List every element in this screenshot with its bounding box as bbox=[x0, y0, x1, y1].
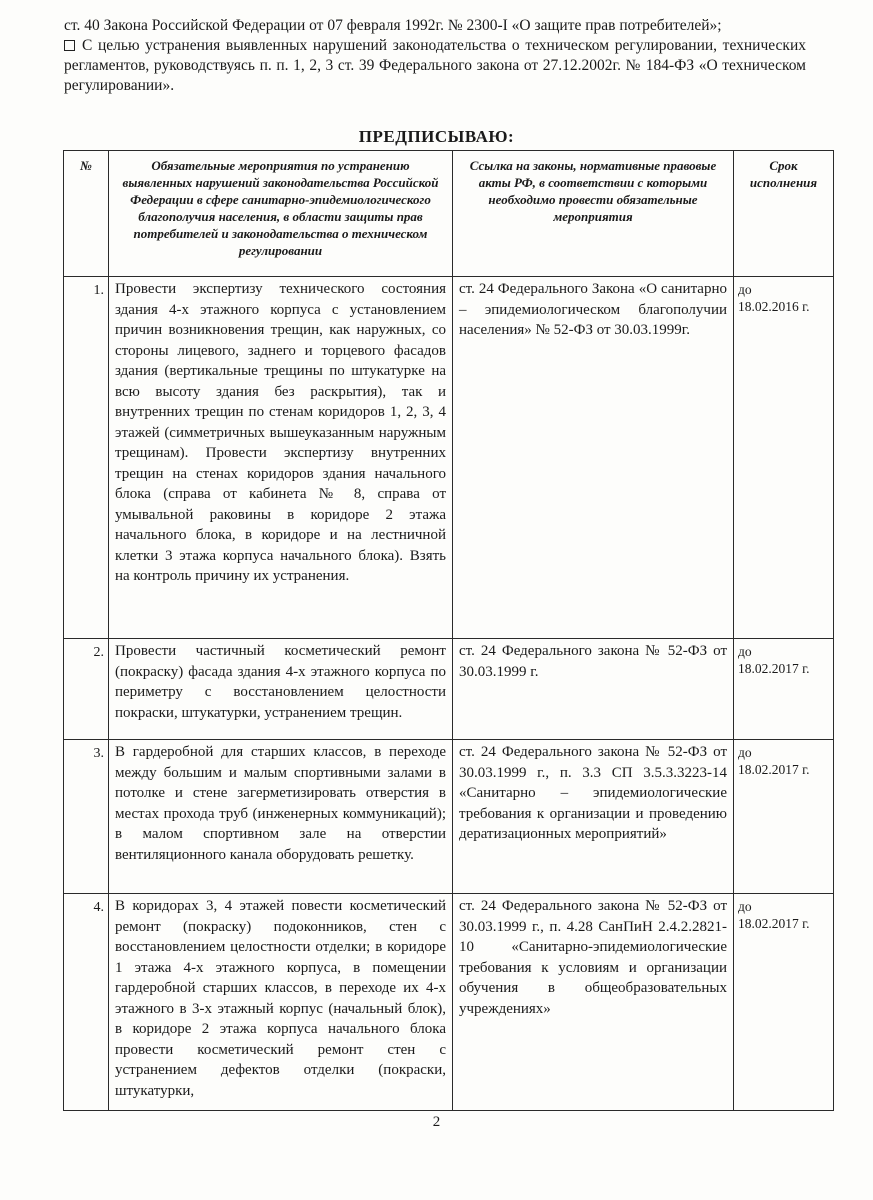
row-term bbox=[734, 639, 834, 740]
intro-paragraph-2-text: С целью устранения выявленных нарушений законодательства о техническом регулировании, технических регламентов, руководствуясь п. п. 1, 2, 3 ст. 39 Федерального закона от 27.12.2002г. № 184-ФЗ «О техническом регулировании». bbox=[64, 37, 806, 94]
row-term-prefix: до bbox=[738, 644, 752, 659]
row-law: ст. 24 Федерального Закона «О санитарно – эпидемиологическом благополучии населения» № 52-ФЗ от 30.03.1999г. bbox=[453, 277, 734, 639]
measures-table bbox=[63, 150, 834, 1111]
intro-paragraph-2 bbox=[64, 36, 806, 96]
row-term-date: 18.02.2017 г. bbox=[738, 762, 810, 777]
intro-text bbox=[64, 16, 806, 96]
row-term-date: 18.02.2016 г. bbox=[738, 299, 810, 314]
row-measure: Провести экспертизу технического состояния здания 4-х этажного корпуса с установлением причин возникновения трещин, как наружных, со стороны лицевого, заднего и торцевого фасадов здания (вертикальные трещины по штукатурке на всю высоту здания без раскрытия), так и внутренних трещин по стенам коридоров 1, 2, 3, 4 этажей (симметричных вышеуказанным наружным трещинам). Провести экспертизу внутренних трещин на стенах коридоров здания начального блока (справа от кабинета № 8, справа от умывальной раковины в коридоре 2 этажа начального блока, в коридоре и на лестничной клетки 3 этажа корпуса начального блока). Взять на контроль причину их устранения. bbox=[109, 277, 453, 639]
row-term-prefix: до bbox=[738, 282, 752, 297]
row-law: ст. 24 Федерального закона № 52-ФЗ от 30.03.1999 г., п. 3.3 СП 3.5.3.3223-14 «Санитарно – эпидемиологические требования к организации и проведению дератизационных мероприятий» bbox=[453, 740, 734, 894]
row-term-prefix: до bbox=[738, 899, 752, 914]
table-row bbox=[64, 894, 834, 1111]
row-measure: В гардеробной для старших классов, в переходе между большим и малым спортивными залами в потолке и стене загерметизировать отверстия в местах прохода труб (инженерных коммуникаций); в малом спортивном зале на отверстии вентиляционного канала оборудовать решетку. bbox=[109, 740, 453, 894]
row-term bbox=[734, 277, 834, 639]
table-row bbox=[64, 740, 834, 894]
header-num: № bbox=[64, 151, 109, 277]
row-law: ст. 24 Федерального закона № 52-ФЗ от 30.03.1999 г. bbox=[453, 639, 734, 740]
table-row bbox=[64, 639, 834, 740]
header-law: Ссылка на законы, нормативные правовые акты РФ, в соответствии с которыми необходимо провести обязательные мероприятия bbox=[453, 151, 734, 277]
table-row bbox=[64, 277, 834, 639]
row-number: 1. bbox=[64, 277, 109, 639]
header-measure: Обязательные мероприятия по устранению выявленных нарушений законодательства Российской Федерации в сфере санитарно-эпидемиологического благополучия населения, в области защиты прав потребителей и законодательства о техническом регулировании bbox=[109, 151, 453, 277]
header-term: Срок исполнения bbox=[734, 151, 834, 277]
intro-paragraph-1: ст. 40 Закона Российской Федерации от 07 февраля 1992г. № 2300-I «О защите прав потребителей»; bbox=[64, 17, 722, 34]
page-number: 2 bbox=[432, 1114, 441, 1130]
row-law: ст. 24 Федерального закона № 52-ФЗ от 30.03.1999 г., п. 4.28 СанПиН 2.4.2.2821-10 «Санитарно-эпидемиологические требования к условиям и организации обучения в общеобразовательных учреждениях» bbox=[453, 894, 734, 1111]
row-term-date: 18.02.2017 г. bbox=[738, 916, 810, 931]
row-number: 3. bbox=[64, 740, 109, 894]
page-heading: ПРЕДПИСЫВАЮ: bbox=[358, 127, 515, 146]
row-number: 4. bbox=[64, 894, 109, 1111]
row-measure: Провести частичный косметический ремонт (покраску) фасада здания 4-х этажного корпуса по периметру с восстановлением целостности покраски, штукатурки, устранением трещин. bbox=[109, 639, 453, 740]
row-measure: В коридорах 3, 4 этажей повести косметический ремонт (покраску) подоконников, стен с восстановлением целостности отделки; в коридоре 1 этажа 4-х этажного корпуса, в помещении гардеробной старших классов, в переходе их 4-х этажного в 3-х этажный корпус (начальный блок), в коридоре 2 этажа корпуса начального блока провести косметический ремонт стен с устранением дефектов отделки (покраски, штукатурки, bbox=[109, 894, 453, 1111]
checkbox-bullet-icon bbox=[64, 40, 75, 51]
table-header-row bbox=[64, 151, 834, 277]
row-term bbox=[734, 894, 834, 1111]
row-term-prefix: до bbox=[738, 745, 752, 760]
row-term bbox=[734, 740, 834, 894]
row-number: 2. bbox=[64, 639, 109, 740]
row-term-date: 18.02.2017 г. bbox=[738, 661, 810, 676]
